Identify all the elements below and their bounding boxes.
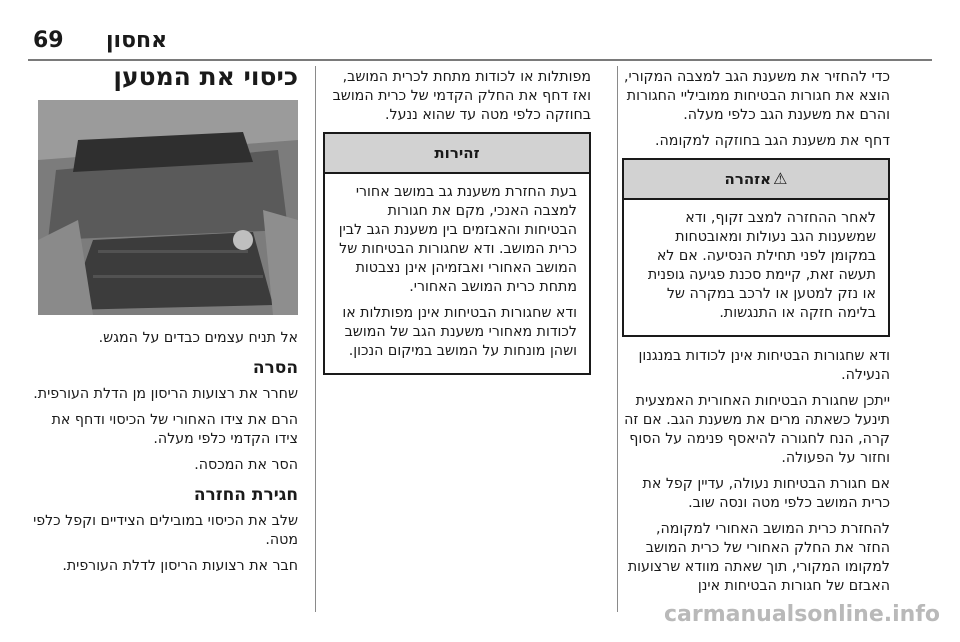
photo-caption: אל תניח עצמים כבדים על המגש. [98, 330, 298, 346]
caution-text: ודא שחגורות הבטיחות אינן מפותלות או לכודות מאחורי משענת הגב של המושב ושהן מונחות על המושב במיקום הנכון. [342, 305, 577, 359]
column-divider [315, 66, 316, 612]
body-paragraph: מפותלות או לכודות מתחת לכרית המושב, ואז דחף את החלק הקדמי של כרית המושב בחוזקה כלפי מטה עד שהוא ננעל. [332, 69, 591, 123]
body-paragraph: ודא שחגורות הבטיחות אינן לכודות במנגנון הנעילה. [638, 348, 890, 383]
install-heading: חגירת החזרה [193, 485, 298, 505]
column-right [28, 62, 298, 583]
page-number: 69 [33, 28, 64, 53]
watermark: carmanualsonline.info [664, 602, 940, 627]
column-left [622, 68, 890, 603]
page-header [0, 0, 960, 58]
body-paragraph: להחזרת כרית המושב האחורי למקומה, החזר את החלק האחורי של כרית המושב למקומו המקורי, תוך שאתה מוודא שרצועות האבזם של חגורות הבטיחות אינן [627, 521, 890, 594]
remove-step: שחרר את רצועות הריסון מן הדלת העורפית. [33, 386, 298, 402]
caution-box [323, 132, 591, 375]
warning-box [622, 158, 890, 337]
section-title: אחסון [106, 28, 168, 53]
install-step: חבר את רצועות הריסון לדלת העורפית. [62, 558, 298, 574]
header-rule [28, 59, 932, 61]
install-step: שלב את הכיסוי במובילים הצידיים וקפל כלפי מטה. [33, 513, 298, 548]
body-paragraph: דחף את משענת הגב בחוזקה למקומה. [655, 133, 890, 149]
column-divider [617, 66, 618, 612]
topic-title: כיסוי את המטען [113, 62, 298, 91]
warning-title: אזהרה [724, 170, 772, 188]
remove-heading: הסרה [252, 358, 298, 378]
column-middle [323, 68, 591, 385]
body-paragraph: ייתכן שחגורת הבטיחות האחורית האמצעית תינעל כשאתה מרים את משענת הגב. אם זה קרה, הנח לחגורה להיאסף פנימה על הסוף וחזור על הפעולה. [624, 393, 890, 466]
remove-step: הסר את המכסה. [194, 457, 298, 473]
body-paragraph: אם חגורת הבטיחות נעולה, עדיין קפל את כרית המושב כלפי מטה ונסה שוב. [642, 476, 890, 511]
remove-step: הרם את צידו האחורי של הכיסוי ודחף את צידו הקדמי כלפי מעלה. [51, 412, 298, 447]
warning-triangle-icon: ⚠ [773, 169, 788, 188]
caution-title: זהירות [325, 134, 589, 174]
body-paragraph: כדי להחזיר את משענת הגב למצבה המקורי, הוצא את חגורות הבטיחות ממוביליי החגורות והרם את משענת הגב כלפי מעלה. [624, 69, 890, 123]
caution-text: בעת החזרת משענת גב במושב אחורי למצבה האנכי, מקם את חגורות הבטיחות והאבזמים בין משענת הגב לבין כרית המושב. ודא שחגורות הבטיחות של המושב האחורי ואבזמיהן אינן נצבטות מתחת כרית המושב האחורי. [338, 184, 577, 295]
warning-header [624, 160, 888, 200]
warning-text: לאחר ההחזרה למצב זקוף, ודא שמשענות הגב נעולות ומאובטחות במקומן לפני תחילת הנסיעה. אם לא תעשה זאת, קיימת סכנת פגיעה גופנית או נזק למטען או לרכב במקרה של בלימה חזקה או התנגשות. [647, 210, 876, 321]
cargo-cover-photo [38, 100, 298, 315]
